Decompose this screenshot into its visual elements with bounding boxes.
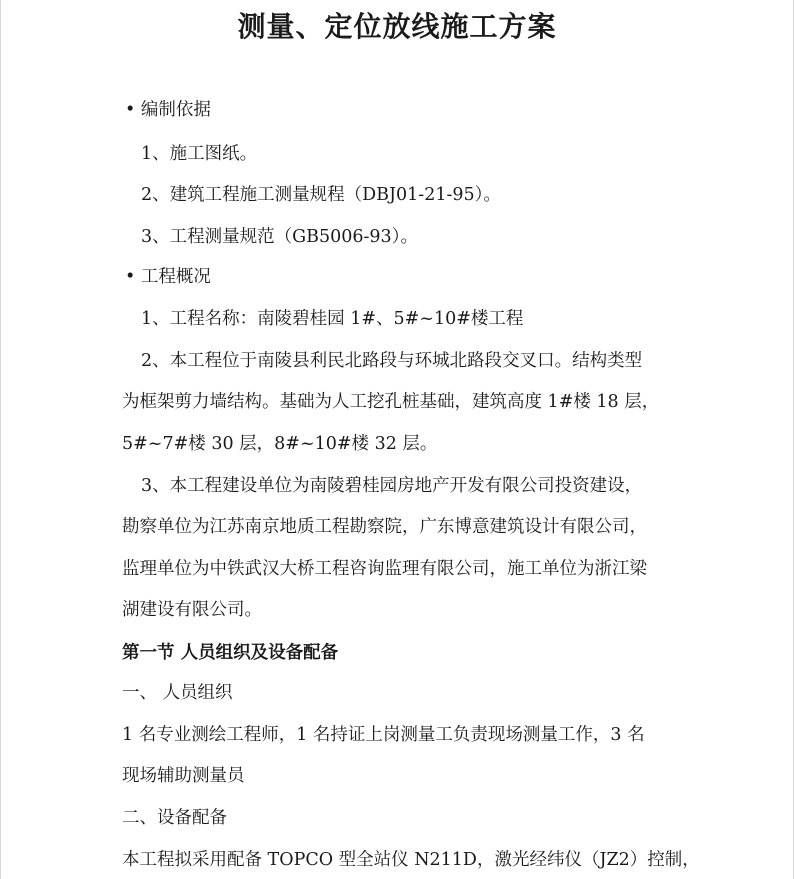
- overview-item-3-cont-1: 勘察单位为江苏南京地质工程勘察院，广东博意建筑设计有限公司，: [122, 517, 647, 537]
- overview-item-2: 2、本工程位于南陵县利民北路段与环城北路段交叉口。结构类型: [141, 351, 643, 371]
- overview-item-3-cont-2: 监理单位为中铁武汉大桥工程咨询监理有限公司，施工单位为浙江梁: [122, 559, 647, 579]
- personnel-paragraph-cont: 现场辅助测量员: [122, 766, 245, 786]
- subsection-heading-personnel: 一、 人员组织: [122, 683, 233, 703]
- overview-item-2-cont-2: 5#~7#楼 30 层，8#~10#楼 32 层。: [122, 434, 438, 454]
- equipment-paragraph: 本工程拟采用配备 TOPCO 型全站仪 N211D，激光经纬仪（JZ2）控制，: [122, 850, 700, 870]
- overview-item-2-cont-1: 为框架剪力墙结构。基础为人工挖孔桩基础，建筑高度 1#楼 18 层，: [122, 392, 660, 412]
- overview-item-3: 3、本工程建设单位为南陵碧桂园房地产开发有限公司投资建设，: [141, 476, 643, 496]
- basis-item-2: 2、建筑工程施工测量规程（DBJ01-21-95）。: [141, 185, 501, 205]
- basis-item-3: 3、工程测量规范（GB5006-93）。: [141, 227, 418, 247]
- basis-item-1: 1、施工图纸。: [141, 144, 258, 164]
- section-heading-basis: • 编制依据: [125, 100, 211, 120]
- document-title: 测量、定位放线施工方案: [237, 10, 557, 43]
- section-heading-overview: • 工程概况: [125, 267, 211, 287]
- subsection-heading-equipment: 二、设备配备: [122, 808, 227, 828]
- overview-item-3-cont-3: 湖建设有限公司。: [122, 600, 262, 620]
- overview-item-1: 1、工程名称：南陵碧桂园 1#、5#~10#楼工程: [141, 309, 524, 329]
- section-heading-personnel-equipment: 第一节 人员组织及设备配备: [122, 643, 339, 663]
- personnel-paragraph: 1 名专业测绘工程师，1 名持证上岗测量工负责现场测量工作，3 名: [122, 725, 645, 745]
